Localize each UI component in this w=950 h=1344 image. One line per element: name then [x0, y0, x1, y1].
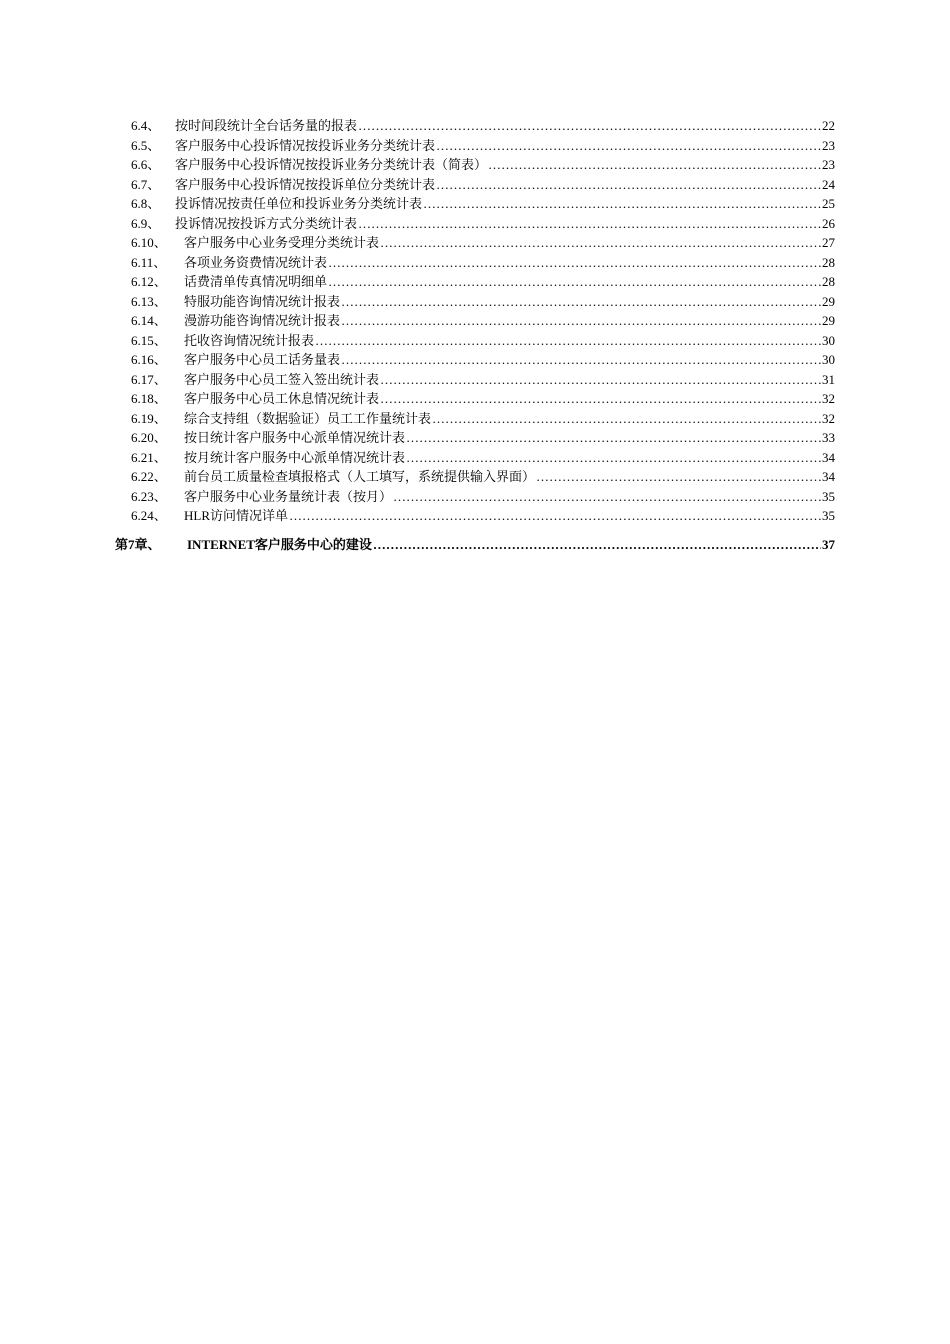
toc-entry-title: HLR访问情况详单	[184, 508, 289, 523]
toc-entry-title: 客户服务中心员工休息情况统计表	[184, 391, 380, 406]
toc-entry-page: 35	[822, 508, 835, 523]
toc-entry-number: 6.12、	[131, 274, 167, 289]
toc-entry[interactable]	[0, 389, 950, 409]
toc-entry-page: 34	[822, 449, 835, 465]
toc-entry-title: 各项业务资费情况统计表	[184, 254, 328, 270]
toc-entry-number: 6.15、	[131, 332, 167, 348]
toc-entry-page: 31	[822, 371, 835, 387]
toc-entry-title: 客户服务中心员工话务量表	[184, 352, 341, 367]
toc-entry[interactable]	[0, 233, 950, 253]
toc-entry-number: 6.8、	[131, 196, 161, 211]
toc-entry-title: 客户服务中心投诉情况按投诉业务分类统计表（简表）	[175, 157, 488, 172]
toc-entry[interactable]	[0, 350, 950, 370]
toc-entry-number: 6.9、	[131, 215, 161, 231]
dot-leader	[328, 253, 821, 273]
toc-entry-number: 6.16、	[131, 352, 167, 367]
toc-entry[interactable]	[0, 448, 950, 468]
toc-entry[interactable]	[0, 370, 950, 390]
dot-leader	[380, 389, 821, 409]
dot-leader	[432, 409, 821, 429]
dot-leader	[536, 467, 821, 487]
toc-entry[interactable]	[0, 331, 950, 351]
toc-entry[interactable]	[0, 155, 950, 175]
toc-entry-title: 投诉情况按责任单位和投诉业务分类统计表	[175, 196, 423, 211]
toc-chapter-entry[interactable]	[0, 535, 950, 555]
toc-entry-number: 6.7、	[131, 176, 161, 192]
toc-chapter-title: INTERNET客户服务中心的建设	[187, 536, 372, 552]
toc-entry-title: 按月统计客户服务中心派单情况统计表	[184, 449, 406, 465]
toc-entry[interactable]	[0, 272, 950, 292]
toc-entry-page: 22	[822, 118, 835, 133]
dot-leader	[373, 535, 821, 555]
toc-entry-title: 按时间段统计全台话务量的报表	[175, 118, 358, 133]
dot-leader	[406, 448, 821, 468]
toc-entry[interactable]	[0, 253, 950, 273]
toc-entry-number: 6.5、	[131, 137, 161, 153]
dot-leader	[328, 272, 821, 292]
toc-entry-number: 6.4、	[131, 118, 161, 133]
toc-chapter-number: 第7章、	[115, 536, 161, 552]
toc-entry-page: 28	[822, 254, 835, 270]
toc-entry-number: 6.23、	[131, 488, 167, 504]
dot-leader	[380, 233, 821, 253]
toc-entry-page: 29	[822, 293, 835, 309]
table-of-contents	[0, 116, 950, 555]
toc-entry-title: 特服功能咨询情况统计报表	[184, 293, 341, 309]
toc-entry[interactable]	[0, 292, 950, 312]
toc-entry[interactable]	[0, 116, 950, 136]
toc-entry-page: 32	[822, 391, 835, 406]
toc-entry-page: 33	[822, 430, 835, 445]
toc-entry-page: 32	[822, 410, 835, 426]
dot-leader	[315, 331, 821, 351]
toc-entry-title: 托收咨询情况统计报表	[184, 332, 315, 348]
dot-leader	[341, 292, 821, 312]
toc-entry-page: 30	[822, 352, 835, 367]
toc-chapter-page: 37	[822, 536, 835, 552]
toc-entry[interactable]	[0, 467, 950, 487]
toc-entry-title: 话费清单传真情况明细单	[184, 274, 328, 289]
toc-entry-number: 6.20、	[131, 430, 167, 445]
toc-entry[interactable]	[0, 194, 950, 214]
dot-leader	[423, 194, 821, 214]
toc-entry-page: 25	[822, 196, 835, 211]
toc-entry-title: 投诉情况按投诉方式分类统计表	[175, 215, 358, 231]
toc-entry-number: 6.14、	[131, 313, 167, 328]
toc-entry-page: 26	[822, 215, 835, 231]
dot-leader	[341, 311, 821, 331]
toc-entry-page: 24	[822, 176, 835, 192]
toc-entry[interactable]	[0, 428, 950, 448]
toc-entry-number: 6.22、	[131, 469, 167, 484]
toc-entry[interactable]	[0, 487, 950, 507]
toc-entry-number: 6.18、	[131, 391, 167, 406]
toc-entry-title: 客户服务中心投诉情况按投诉业务分类统计表	[175, 137, 436, 153]
toc-entry[interactable]	[0, 175, 950, 195]
toc-entry-number: 6.24、	[131, 508, 167, 523]
dot-leader	[393, 487, 821, 507]
dot-leader	[341, 350, 821, 370]
toc-entry[interactable]	[0, 409, 950, 429]
toc-entry-number: 6.6、	[131, 157, 161, 172]
toc-entry[interactable]	[0, 311, 950, 331]
toc-entry-page: 23	[822, 157, 835, 172]
dot-leader	[406, 428, 821, 448]
toc-entry-title: 客户服务中心业务量统计表（按月）	[184, 488, 393, 504]
toc-entry-page: 35	[822, 488, 835, 504]
dot-leader	[436, 175, 821, 195]
toc-entry-title: 前台员工质量检查填报格式（人工填写，系统提供输入界面）	[184, 469, 536, 484]
toc-entry-page: 27	[822, 235, 835, 250]
toc-entry[interactable]	[0, 506, 950, 526]
toc-entry-title: 客户服务中心业务受理分类统计表	[184, 235, 380, 250]
toc-entry-number: 6.10、	[131, 235, 167, 250]
dot-leader	[358, 116, 821, 136]
dot-leader	[380, 370, 821, 390]
toc-entry-page: 28	[822, 274, 835, 289]
toc-entry-title: 综合支持组（数据验证）员工工作量统计表	[184, 410, 432, 426]
toc-entry-number: 6.19、	[131, 410, 167, 426]
toc-entry-title: 漫游功能咨询情况统计报表	[184, 313, 341, 328]
toc-entry-number: 6.13、	[131, 293, 167, 309]
toc-entry[interactable]	[0, 136, 950, 156]
toc-entry-number: 6.17、	[131, 371, 167, 387]
toc-entry[interactable]	[0, 214, 950, 234]
toc-entry-number: 6.21、	[131, 449, 167, 465]
dot-leader	[358, 214, 821, 234]
toc-entry-page: 23	[822, 137, 835, 153]
toc-entry-page: 30	[822, 332, 835, 348]
dot-leader	[488, 155, 821, 175]
toc-entry-title: 按日统计客户服务中心派单情况统计表	[184, 430, 406, 445]
toc-entry-number: 6.11、	[131, 254, 167, 270]
toc-entry-page: 34	[822, 469, 835, 484]
dot-leader	[289, 506, 821, 526]
toc-entry-title: 客户服务中心投诉情况按投诉单位分类统计表	[175, 176, 436, 192]
dot-leader	[436, 136, 821, 156]
toc-entry-page: 29	[822, 313, 835, 328]
toc-entry-title: 客户服务中心员工签入签出统计表	[184, 371, 380, 387]
